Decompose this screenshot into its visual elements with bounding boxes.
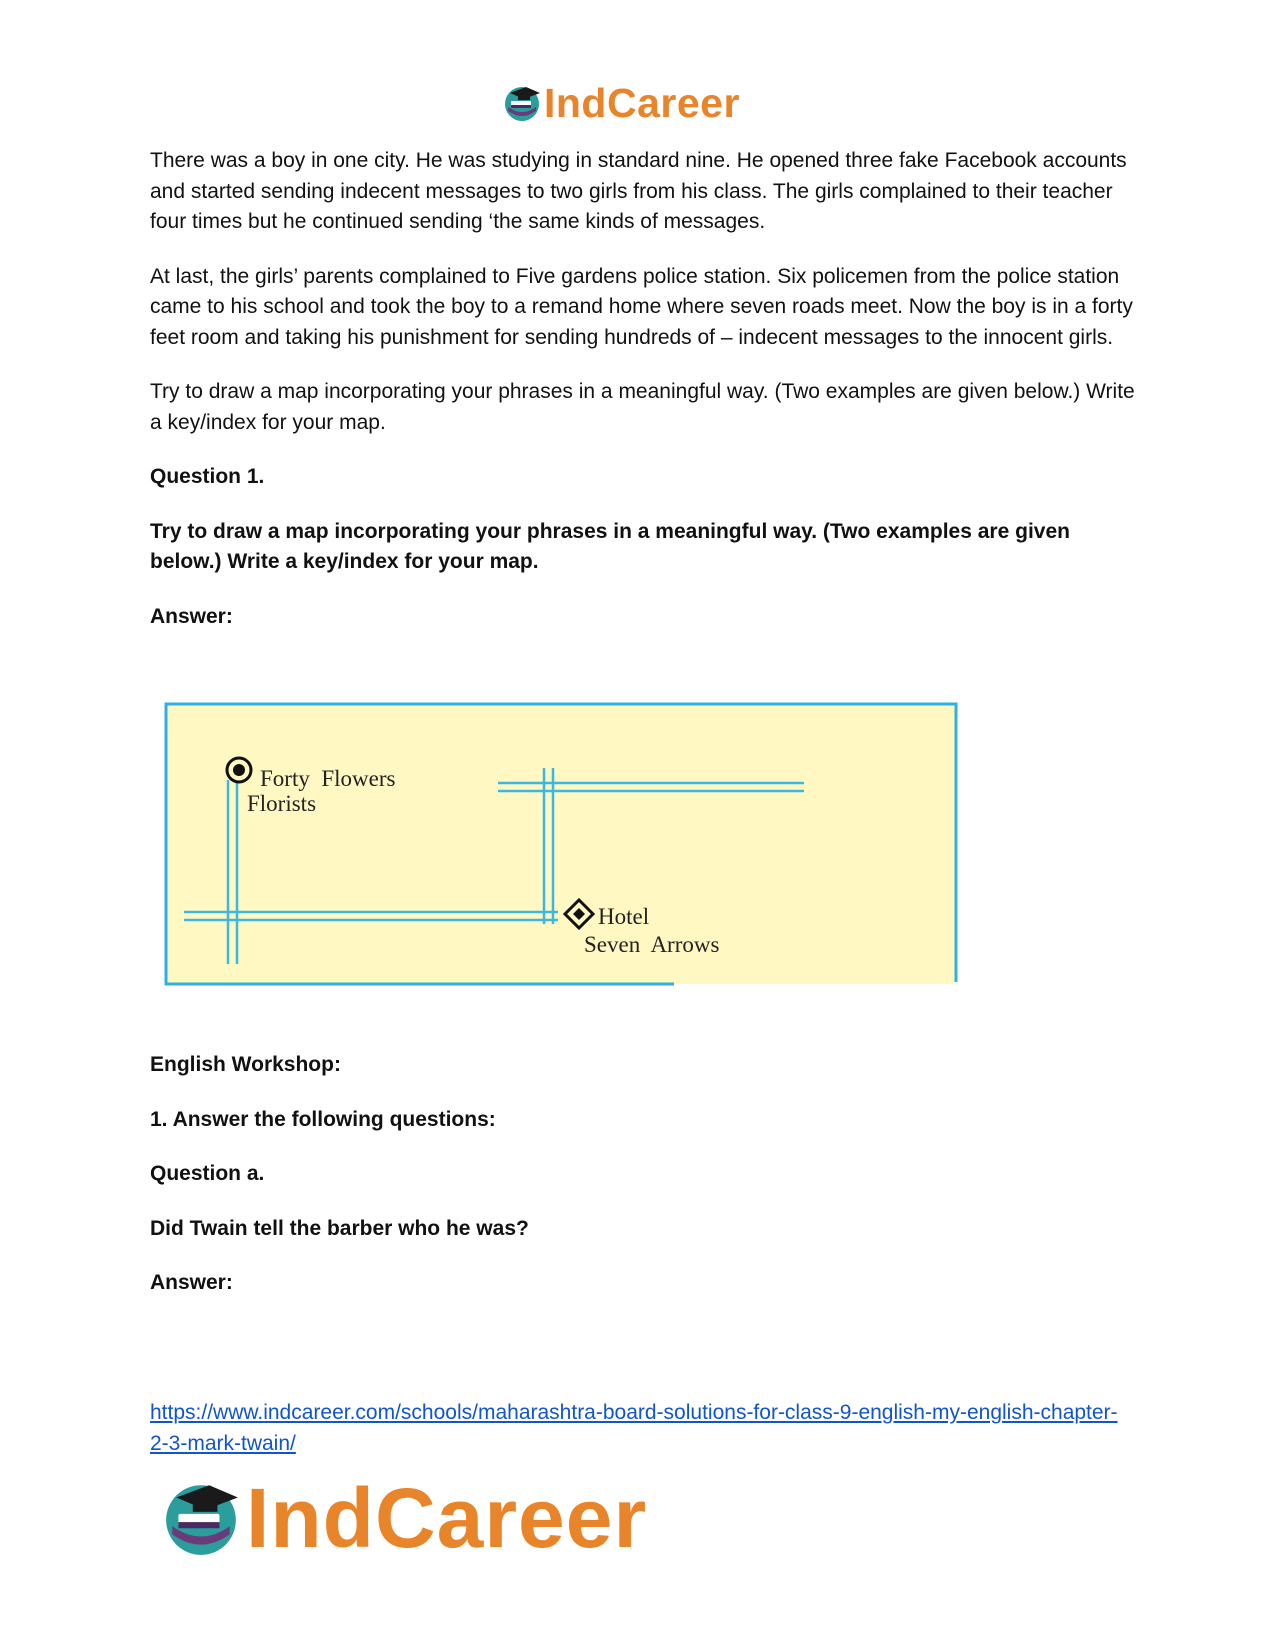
graduation-cap-globe-icon: [160, 1477, 242, 1559]
target-marker-icon: [227, 758, 251, 782]
question-1-text: Try to draw a map incorporating your phrases in a meaningful way. (Two examples are given below.) Write a key/index for your map.: [150, 519, 1070, 573]
workshop-section: [150, 1050, 1135, 1323]
map-figure: [164, 702, 964, 992]
map-label-florists-line1: Forty Flowers: [260, 766, 396, 791]
answer-label: Answer:: [150, 604, 233, 628]
graduation-cap-globe-icon: [502, 83, 542, 123]
workshop-answer-label: Answer:: [150, 1271, 233, 1294]
story-paragraph-2: At last, the girls’ parents complained to Five gardens police station. Six policemen from the police station came to his school and took the boy to a remand home where seven roads meet. Now the boy is in a forty feet room and taking his punishment for sending hundreds of – indecent messages to the innocent girls.: [150, 264, 1133, 349]
footer-logo-wordmark: IndCareer: [246, 1471, 648, 1565]
map-illustration: [164, 702, 964, 992]
main-content: [150, 146, 1135, 656]
indcareer-footer-logo[interactable]: [160, 1472, 647, 1564]
workshop-heading: English Workshop:: [150, 1053, 341, 1076]
instruction-paragraph: Try to draw a map incorporating your phrases in a meaningful way. (Two examples are given below.) Write a key/index for your map.: [150, 380, 1135, 434]
source-url-link[interactable]: https://www.indcareer.com/schools/maharashtra-board-solutions-for-class-9-english-my-english-chapter-2-3-mark-twain/: [150, 1401, 1118, 1455]
story-paragraph-1: There was a boy in one city. He was studying in standard nine. He opened three fake Facebook accounts and started sending indecent messages to two girls from his class. The girls complained to their teacher four times but he continued sending ‘the same kinds of messages.: [150, 149, 1127, 233]
workshop-instruction: 1. Answer the following questions:: [150, 1107, 496, 1131]
question-a-text: Did Twain tell the barber who he was?: [150, 1216, 529, 1240]
map-label-hotel-line1: Hotel: [598, 904, 650, 929]
map-label-florists-line2: Florists: [247, 791, 317, 816]
logo-wordmark: IndCareer: [544, 79, 740, 126]
question-1-heading: Question 1.: [150, 465, 265, 488]
map-label-hotel-line2: Seven Arrows: [584, 932, 720, 957]
indcareer-logo[interactable]: [502, 80, 740, 126]
question-a-label: Question a.: [150, 1162, 265, 1185]
